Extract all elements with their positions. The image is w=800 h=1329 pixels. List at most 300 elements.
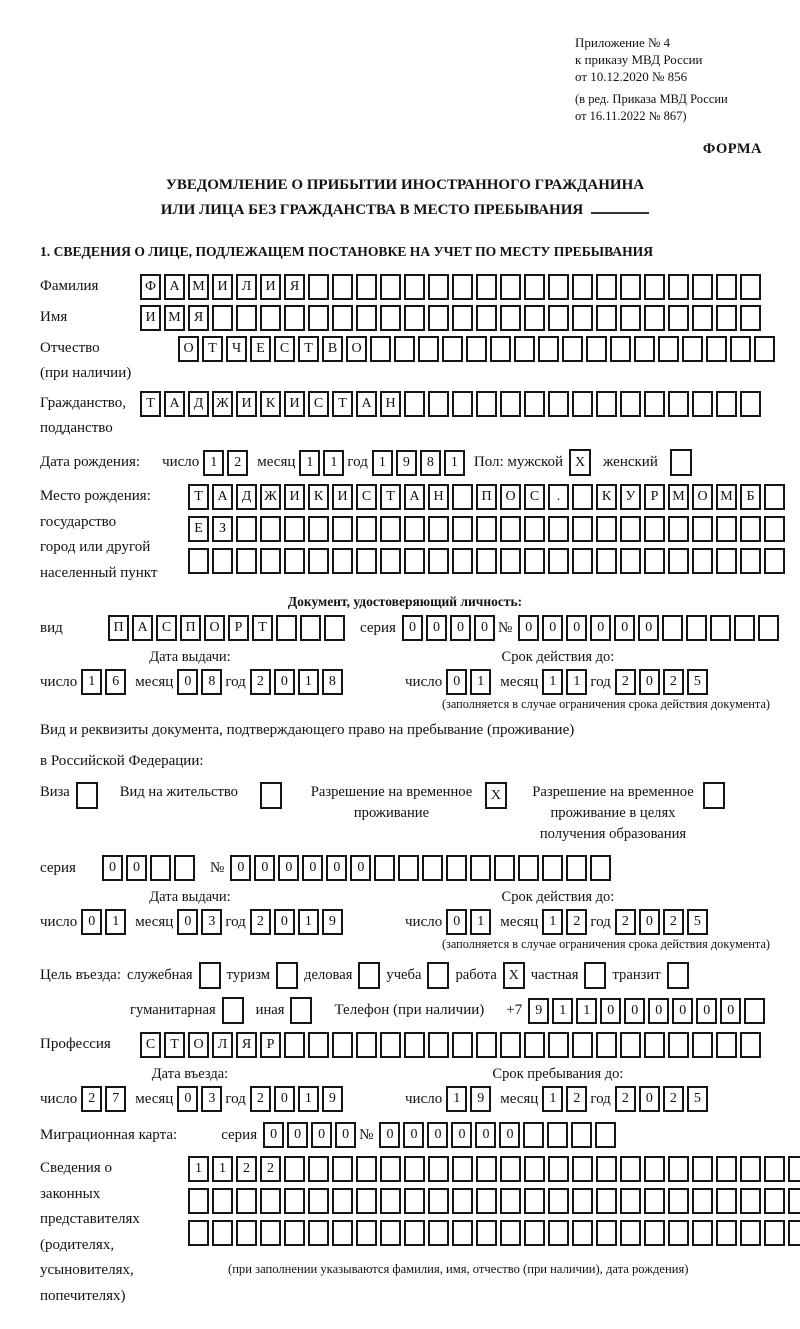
char-cell[interactable]	[740, 1156, 761, 1182]
char-cell[interactable]: 1	[444, 450, 465, 476]
char-cell[interactable]	[380, 305, 401, 331]
char-cell[interactable]: 0	[402, 615, 423, 641]
char-cell[interactable]	[668, 274, 689, 300]
char-cell[interactable]	[284, 1156, 305, 1182]
char-cell[interactable]: И	[236, 391, 257, 417]
char-cell[interactable]	[620, 305, 641, 331]
char-cell[interactable]: 5	[687, 669, 708, 695]
char-cell[interactable]	[428, 274, 449, 300]
char-cell[interactable]	[716, 1032, 737, 1058]
char-cell[interactable]	[212, 1188, 233, 1214]
char-cell[interactable]: 0	[403, 1122, 424, 1148]
char-cell[interactable]: 0	[648, 998, 669, 1024]
char-cell[interactable]: Р	[644, 484, 665, 510]
char-cell[interactable]	[356, 1220, 377, 1246]
char-cell[interactable]: 1	[298, 909, 319, 935]
char-cell[interactable]	[596, 1156, 617, 1182]
char-cell[interactable]	[452, 391, 473, 417]
char-cell[interactable]	[596, 391, 617, 417]
char-cell[interactable]	[500, 1188, 521, 1214]
char-cell[interactable]	[764, 484, 785, 510]
char-cell[interactable]: 0	[254, 855, 275, 881]
char-cell[interactable]	[548, 1032, 569, 1058]
char-cell[interactable]	[324, 615, 345, 641]
char-cell[interactable]	[308, 1188, 329, 1214]
char-cell[interactable]	[595, 1122, 616, 1148]
char-cell[interactable]	[572, 1156, 593, 1182]
char-cell[interactable]	[524, 305, 545, 331]
char-cell[interactable]: И	[284, 484, 305, 510]
char-cell[interactable]	[590, 855, 611, 881]
char-cell[interactable]: 7	[105, 1086, 126, 1112]
char-cell[interactable]	[476, 1220, 497, 1246]
char-cell[interactable]	[452, 305, 473, 331]
char-cell[interactable]	[620, 1220, 641, 1246]
char-cell[interactable]	[332, 305, 353, 331]
char-cell[interactable]	[572, 305, 593, 331]
char-cell[interactable]	[404, 274, 425, 300]
char-cell[interactable]: 9	[396, 450, 417, 476]
char-cell[interactable]	[380, 274, 401, 300]
char-cell[interactable]	[380, 548, 401, 574]
char-cell[interactable]	[682, 336, 703, 362]
char-cell[interactable]	[500, 1220, 521, 1246]
char-cell[interactable]	[572, 274, 593, 300]
char-cell[interactable]	[644, 274, 665, 300]
char-cell[interactable]: 0	[263, 1122, 284, 1148]
char-cell[interactable]: О	[178, 336, 199, 362]
char-cell[interactable]: 0	[639, 909, 660, 935]
char-cell[interactable]	[356, 1188, 377, 1214]
char-cell[interactable]: 0	[518, 615, 539, 641]
residence-permit-checkbox[interactable]	[260, 782, 282, 809]
char-cell[interactable]	[524, 1156, 545, 1182]
char-cell[interactable]	[356, 274, 377, 300]
char-cell[interactable]: Б	[740, 484, 761, 510]
char-cell[interactable]	[596, 274, 617, 300]
char-cell[interactable]: С	[356, 484, 377, 510]
char-cell[interactable]	[764, 548, 785, 574]
char-cell[interactable]	[764, 1220, 785, 1246]
char-cell[interactable]: 0	[379, 1122, 400, 1148]
char-cell[interactable]: 0	[474, 615, 495, 641]
char-cell[interactable]	[380, 1220, 401, 1246]
char-cell[interactable]	[586, 336, 607, 362]
char-cell[interactable]	[188, 1188, 209, 1214]
char-cell[interactable]: 1	[203, 450, 224, 476]
char-cell[interactable]: А	[164, 391, 185, 417]
char-cell[interactable]: И	[284, 391, 305, 417]
char-cell[interactable]: Т	[380, 484, 401, 510]
char-cell[interactable]	[716, 305, 737, 331]
char-cell[interactable]: У	[620, 484, 641, 510]
char-cell[interactable]	[524, 548, 545, 574]
char-cell[interactable]: А	[132, 615, 153, 641]
char-cell[interactable]	[428, 305, 449, 331]
char-cell[interactable]: К	[260, 391, 281, 417]
char-cell[interactable]: 0	[638, 615, 659, 641]
char-cell[interactable]	[668, 1156, 689, 1182]
char-cell[interactable]	[500, 1156, 521, 1182]
char-cell[interactable]: 6	[105, 669, 126, 695]
char-cell[interactable]	[524, 1188, 545, 1214]
char-cell[interactable]	[524, 391, 545, 417]
char-cell[interactable]	[370, 336, 391, 362]
char-cell[interactable]	[523, 1122, 544, 1148]
char-cell[interactable]	[236, 516, 257, 542]
char-cell[interactable]	[404, 516, 425, 542]
char-cell[interactable]: 0	[600, 998, 621, 1024]
char-cell[interactable]	[422, 855, 443, 881]
char-cell[interactable]: М	[188, 274, 209, 300]
char-cell[interactable]: 2	[250, 1086, 271, 1112]
char-cell[interactable]	[300, 615, 321, 641]
char-cell[interactable]	[428, 516, 449, 542]
char-cell[interactable]: М	[668, 484, 689, 510]
char-cell[interactable]	[476, 1032, 497, 1058]
char-cell[interactable]: Ж	[260, 484, 281, 510]
char-cell[interactable]: И	[332, 484, 353, 510]
char-cell[interactable]: 0	[177, 1086, 198, 1112]
char-cell[interactable]: 5	[687, 1086, 708, 1112]
char-cell[interactable]	[428, 1220, 449, 1246]
temp-residence-edu-checkbox[interactable]	[703, 782, 725, 809]
char-cell[interactable]: 2	[260, 1156, 281, 1182]
char-cell[interactable]: Т	[140, 391, 161, 417]
char-cell[interactable]: 2	[663, 669, 684, 695]
char-cell[interactable]: К	[596, 484, 617, 510]
purpose-study-checkbox[interactable]	[427, 962, 449, 989]
gender-female-checkbox[interactable]	[670, 449, 692, 476]
char-cell[interactable]: 1	[298, 669, 319, 695]
char-cell[interactable]	[374, 855, 395, 881]
char-cell[interactable]: 1	[105, 909, 126, 935]
char-cell[interactable]	[788, 1156, 800, 1182]
char-cell[interactable]	[428, 548, 449, 574]
char-cell[interactable]	[644, 1220, 665, 1246]
char-cell[interactable]	[706, 336, 727, 362]
char-cell[interactable]	[356, 1156, 377, 1182]
char-cell[interactable]: С	[140, 1032, 161, 1058]
char-cell[interactable]	[572, 548, 593, 574]
char-cell[interactable]: 1	[446, 1086, 467, 1112]
char-cell[interactable]: Л	[212, 1032, 233, 1058]
char-cell[interactable]	[260, 305, 281, 331]
char-cell[interactable]	[716, 274, 737, 300]
char-cell[interactable]: 0	[177, 669, 198, 695]
char-cell[interactable]	[692, 1032, 713, 1058]
char-cell[interactable]: А	[404, 484, 425, 510]
char-cell[interactable]	[476, 1156, 497, 1182]
char-cell[interactable]: П	[476, 484, 497, 510]
char-cell[interactable]	[692, 274, 713, 300]
char-cell[interactable]	[788, 1220, 800, 1246]
char-cell[interactable]	[356, 516, 377, 542]
char-cell[interactable]: 1	[552, 998, 573, 1024]
char-cell[interactable]	[692, 1188, 713, 1214]
char-cell[interactable]	[404, 1220, 425, 1246]
char-cell[interactable]	[620, 274, 641, 300]
char-cell[interactable]: 3	[201, 1086, 222, 1112]
char-cell[interactable]	[668, 305, 689, 331]
char-cell[interactable]	[452, 484, 473, 510]
char-cell[interactable]	[188, 1220, 209, 1246]
char-cell[interactable]	[404, 391, 425, 417]
char-cell[interactable]: 2	[663, 1086, 684, 1112]
char-cell[interactable]: 0	[696, 998, 717, 1024]
char-cell[interactable]: 1	[542, 1086, 563, 1112]
char-cell[interactable]: 0	[102, 855, 123, 881]
char-cell[interactable]	[494, 855, 515, 881]
char-cell[interactable]	[734, 615, 755, 641]
char-cell[interactable]	[668, 548, 689, 574]
char-cell[interactable]	[572, 516, 593, 542]
char-cell[interactable]: 0	[446, 669, 467, 695]
char-cell[interactable]	[442, 336, 463, 362]
char-cell[interactable]: 0	[326, 855, 347, 881]
char-cell[interactable]	[596, 548, 617, 574]
char-cell[interactable]	[744, 998, 765, 1024]
char-cell[interactable]: И	[140, 305, 161, 331]
char-cell[interactable]	[572, 1032, 593, 1058]
char-cell[interactable]: С	[524, 484, 545, 510]
char-cell[interactable]	[452, 548, 473, 574]
char-cell[interactable]	[548, 1220, 569, 1246]
char-cell[interactable]	[740, 1188, 761, 1214]
char-cell[interactable]: 1	[470, 909, 491, 935]
char-cell[interactable]: 0	[426, 615, 447, 641]
char-cell[interactable]	[692, 305, 713, 331]
char-cell[interactable]: 2	[250, 909, 271, 935]
char-cell[interactable]	[524, 1220, 545, 1246]
char-cell[interactable]: Т	[252, 615, 273, 641]
char-cell[interactable]	[658, 336, 679, 362]
char-cell[interactable]	[668, 1220, 689, 1246]
char-cell[interactable]	[332, 1220, 353, 1246]
char-cell[interactable]	[332, 274, 353, 300]
char-cell[interactable]	[490, 336, 511, 362]
char-cell[interactable]	[428, 1156, 449, 1182]
char-cell[interactable]	[620, 391, 641, 417]
purpose-humanitarian-checkbox[interactable]	[222, 997, 244, 1024]
char-cell[interactable]: 0	[274, 1086, 295, 1112]
purpose-other-checkbox[interactable]	[290, 997, 312, 1024]
char-cell[interactable]	[260, 1188, 281, 1214]
char-cell[interactable]	[548, 516, 569, 542]
char-cell[interactable]	[452, 1156, 473, 1182]
char-cell[interactable]	[620, 1188, 641, 1214]
char-cell[interactable]: 8	[201, 669, 222, 695]
char-cell[interactable]	[548, 548, 569, 574]
char-cell[interactable]	[572, 484, 593, 510]
char-cell[interactable]: П	[180, 615, 201, 641]
char-cell[interactable]: 0	[614, 615, 635, 641]
char-cell[interactable]	[692, 1220, 713, 1246]
char-cell[interactable]: 0	[311, 1122, 332, 1148]
char-cell[interactable]	[500, 391, 521, 417]
char-cell[interactable]	[571, 1122, 592, 1148]
char-cell[interactable]	[740, 274, 761, 300]
char-cell[interactable]	[418, 336, 439, 362]
char-cell[interactable]: Д	[236, 484, 257, 510]
char-cell[interactable]	[260, 516, 281, 542]
char-cell[interactable]: 0	[450, 615, 471, 641]
char-cell[interactable]: 2	[250, 669, 271, 695]
char-cell[interactable]: 0	[499, 1122, 520, 1148]
char-cell[interactable]: 2	[615, 669, 636, 695]
char-cell[interactable]: 1	[299, 450, 320, 476]
char-cell[interactable]: П	[108, 615, 129, 641]
char-cell[interactable]	[548, 1156, 569, 1182]
char-cell[interactable]	[308, 1156, 329, 1182]
char-cell[interactable]	[716, 516, 737, 542]
char-cell[interactable]	[754, 336, 775, 362]
char-cell[interactable]	[284, 1220, 305, 1246]
char-cell[interactable]	[538, 336, 559, 362]
char-cell[interactable]	[308, 516, 329, 542]
char-cell[interactable]: С	[156, 615, 177, 641]
char-cell[interactable]	[428, 1188, 449, 1214]
char-cell[interactable]	[596, 516, 617, 542]
char-cell[interactable]	[547, 1122, 568, 1148]
char-cell[interactable]	[596, 1220, 617, 1246]
char-cell[interactable]	[514, 336, 535, 362]
char-cell[interactable]	[566, 855, 587, 881]
char-cell[interactable]	[308, 305, 329, 331]
char-cell[interactable]: 9	[470, 1086, 491, 1112]
char-cell[interactable]	[452, 516, 473, 542]
char-cell[interactable]: Л	[236, 274, 257, 300]
char-cell[interactable]	[644, 1188, 665, 1214]
char-cell[interactable]	[236, 1220, 257, 1246]
char-cell[interactable]: 0	[542, 615, 563, 641]
char-cell[interactable]: 0	[639, 1086, 660, 1112]
char-cell[interactable]	[596, 1188, 617, 1214]
char-cell[interactable]: 0	[475, 1122, 496, 1148]
char-cell[interactable]: Я	[188, 305, 209, 331]
char-cell[interactable]	[668, 516, 689, 542]
char-cell[interactable]	[380, 1188, 401, 1214]
char-cell[interactable]: О	[188, 1032, 209, 1058]
char-cell[interactable]	[644, 391, 665, 417]
char-cell[interactable]	[356, 305, 377, 331]
char-cell[interactable]: Н	[380, 391, 401, 417]
char-cell[interactable]	[740, 1220, 761, 1246]
char-cell[interactable]	[332, 516, 353, 542]
char-cell[interactable]: 1	[298, 1086, 319, 1112]
char-cell[interactable]	[764, 1156, 785, 1182]
char-cell[interactable]	[452, 1188, 473, 1214]
purpose-work-checkbox[interactable]: X	[503, 962, 525, 989]
char-cell[interactable]	[548, 1188, 569, 1214]
char-cell[interactable]	[620, 1156, 641, 1182]
char-cell[interactable]: 0	[126, 855, 147, 881]
char-cell[interactable]: 0	[274, 909, 295, 935]
char-cell[interactable]	[644, 1032, 665, 1058]
char-cell[interactable]	[668, 1032, 689, 1058]
char-cell[interactable]	[466, 336, 487, 362]
char-cell[interactable]	[308, 1220, 329, 1246]
char-cell[interactable]	[380, 516, 401, 542]
char-cell[interactable]: Ч	[226, 336, 247, 362]
char-cell[interactable]	[572, 1220, 593, 1246]
char-cell[interactable]	[692, 1156, 713, 1182]
char-cell[interactable]: О	[500, 484, 521, 510]
char-cell[interactable]	[404, 1188, 425, 1214]
char-cell[interactable]	[150, 855, 171, 881]
char-cell[interactable]: С	[308, 391, 329, 417]
char-cell[interactable]: 0	[446, 909, 467, 935]
char-cell[interactable]: 0	[287, 1122, 308, 1148]
char-cell[interactable]: К	[308, 484, 329, 510]
char-cell[interactable]	[308, 274, 329, 300]
char-cell[interactable]: А	[212, 484, 233, 510]
char-cell[interactable]: 2	[566, 909, 587, 935]
char-cell[interactable]	[764, 516, 785, 542]
char-cell[interactable]: М	[164, 305, 185, 331]
char-cell[interactable]	[730, 336, 751, 362]
char-cell[interactable]: О	[204, 615, 225, 641]
char-cell[interactable]	[380, 1032, 401, 1058]
char-cell[interactable]	[692, 516, 713, 542]
char-cell[interactable]: Я	[236, 1032, 257, 1058]
char-cell[interactable]	[716, 1220, 737, 1246]
char-cell[interactable]: .	[548, 484, 569, 510]
char-cell[interactable]	[404, 305, 425, 331]
char-cell[interactable]	[610, 336, 631, 362]
char-cell[interactable]: Ф	[140, 274, 161, 300]
char-cell[interactable]	[562, 336, 583, 362]
char-cell[interactable]: И	[212, 274, 233, 300]
char-cell[interactable]	[404, 548, 425, 574]
char-cell[interactable]: 0	[81, 909, 102, 935]
char-cell[interactable]	[380, 1156, 401, 1182]
char-cell[interactable]: 0	[590, 615, 611, 641]
purpose-transit-checkbox[interactable]	[667, 962, 689, 989]
purpose-official-checkbox[interactable]	[199, 962, 221, 989]
char-cell[interactable]	[764, 1188, 785, 1214]
char-cell[interactable]	[716, 391, 737, 417]
char-cell[interactable]	[758, 615, 779, 641]
char-cell[interactable]: 0	[672, 998, 693, 1024]
char-cell[interactable]	[188, 548, 209, 574]
char-cell[interactable]: 0	[720, 998, 741, 1024]
char-cell[interactable]	[212, 305, 233, 331]
char-cell[interactable]: 0	[230, 855, 251, 881]
char-cell[interactable]	[428, 1032, 449, 1058]
char-cell[interactable]	[524, 1032, 545, 1058]
char-cell[interactable]: 0	[451, 1122, 472, 1148]
char-cell[interactable]: 0	[639, 669, 660, 695]
char-cell[interactable]	[428, 391, 449, 417]
char-cell[interactable]: 2	[566, 1086, 587, 1112]
char-cell[interactable]: 0	[566, 615, 587, 641]
char-cell[interactable]: 3	[201, 909, 222, 935]
purpose-tourism-checkbox[interactable]	[276, 962, 298, 989]
char-cell[interactable]	[662, 615, 683, 641]
char-cell[interactable]: 5	[687, 909, 708, 935]
char-cell[interactable]	[644, 305, 665, 331]
char-cell[interactable]	[644, 516, 665, 542]
char-cell[interactable]	[548, 391, 569, 417]
char-cell[interactable]: 0	[335, 1122, 356, 1148]
char-cell[interactable]	[332, 548, 353, 574]
char-cell[interactable]	[740, 516, 761, 542]
char-cell[interactable]	[356, 1032, 377, 1058]
char-cell[interactable]: 1	[542, 909, 563, 935]
char-cell[interactable]	[500, 1032, 521, 1058]
char-cell[interactable]: В	[322, 336, 343, 362]
